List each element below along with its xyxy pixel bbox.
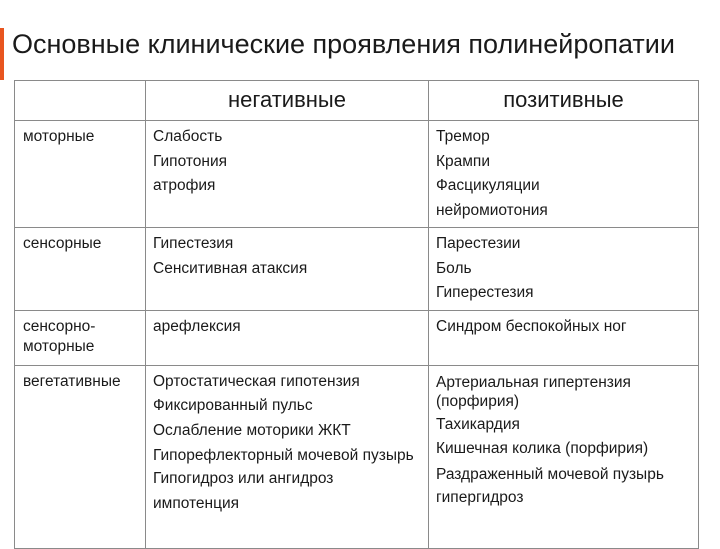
list-item: Боль <box>436 259 472 277</box>
negative-cell-autonomic <box>146 365 429 548</box>
list-item: Слабость <box>153 128 223 145</box>
header-positive: позитивные <box>429 81 699 121</box>
row-label-line: сенсорно- <box>23 317 96 335</box>
row-label-autonomic: вегетативные <box>15 365 146 548</box>
row-label-line: моторные <box>23 337 95 355</box>
list-item: нейромиотония <box>436 201 548 219</box>
list-item: Артериальная гипертензия (порфирия) <box>436 373 631 410</box>
list-item: атрофия <box>153 177 216 194</box>
list-item: Парестезии <box>436 235 521 252</box>
list-item: Гипотония <box>153 152 228 170</box>
table-row <box>15 310 699 365</box>
title-accent-bar <box>0 28 4 80</box>
list-item: Гипогидроз или ангидроз <box>153 470 334 487</box>
list-item: Гипорефлекторный мочевой пузырь <box>153 447 414 464</box>
header-negative: негативные <box>146 81 429 121</box>
positive-cell-sensorimotor <box>429 310 699 365</box>
list-item: Кишечная колика (порфирия) <box>436 440 649 457</box>
row-label-sensorimotor <box>15 310 146 365</box>
list-item: гипергидроз <box>436 488 524 506</box>
list-item: Гиперестезия <box>436 284 534 301</box>
manifestations-table <box>14 80 699 549</box>
table-row <box>15 121 699 228</box>
list-item: Крампи <box>436 152 490 170</box>
table-row <box>15 365 699 548</box>
row-label-sensory: сенсорные <box>15 228 146 311</box>
list-item: Фиксированный пульс <box>153 397 313 414</box>
list-item: Раздраженный мочевой пузырь <box>436 465 664 483</box>
negative-cell-motor <box>146 121 429 228</box>
row-label-motor: моторные <box>15 121 146 228</box>
list-item: Тремор <box>436 128 490 145</box>
negative-cell-sensorimotor <box>146 310 429 365</box>
list-item: Синдром беспокойных ног <box>436 317 627 335</box>
list-item: Фасцикуляции <box>436 177 540 194</box>
negative-cell-sensory <box>146 228 429 311</box>
list-item: Тахикардия <box>436 415 520 433</box>
table-row <box>15 228 699 311</box>
page-title: Основные клинические проявления полинейропатии <box>12 29 675 59</box>
positive-cell-autonomic <box>429 365 699 548</box>
positive-cell-sensory <box>429 228 699 311</box>
list-item: Сенситивная атаксия <box>153 259 308 277</box>
list-item: импотенция <box>153 494 240 512</box>
list-item: Ослабление моторики ЖКТ <box>153 421 351 439</box>
list-item: Гипестезия <box>153 235 234 252</box>
table-header-row <box>15 81 699 121</box>
list-item: арефлексия <box>153 317 241 335</box>
header-empty-cell <box>15 81 146 121</box>
list-item: Ортостатическая гипотензия <box>153 372 360 390</box>
positive-cell-motor <box>429 121 699 228</box>
